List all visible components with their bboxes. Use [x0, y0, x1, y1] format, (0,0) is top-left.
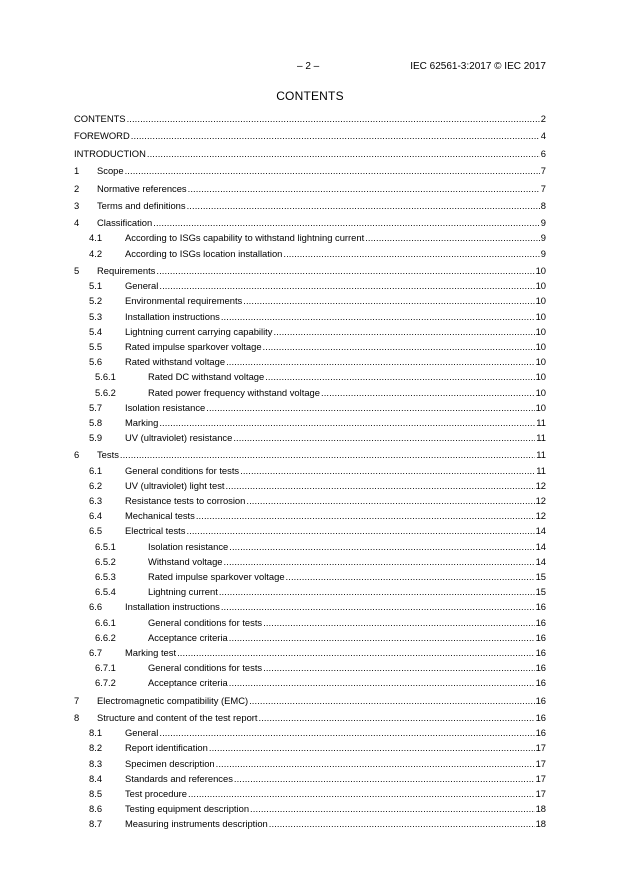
- toc-entry-page: 9: [540, 217, 546, 229]
- toc-entry-number: 6.6.2: [95, 631, 116, 643]
- toc-entry[interactable]: [74, 712, 546, 727]
- toc-entry[interactable]: [74, 586, 546, 601]
- toc-entry[interactable]: [74, 758, 546, 773]
- toc-entry-title: Marking: [125, 416, 159, 428]
- toc-entry-title: Rated withstand voltage: [125, 356, 226, 368]
- toc-entry-page: 11: [536, 449, 546, 461]
- toc-entry-page: 10: [535, 371, 546, 383]
- toc-entry-title: Rated impulse sparkover voltage: [125, 340, 262, 352]
- toc-entry[interactable]: [74, 788, 546, 803]
- toc-entry-number: 5.6.1: [95, 371, 116, 383]
- dot-leader: [265, 371, 534, 382]
- toc-entry-number: 5.2: [89, 295, 103, 307]
- toc-entry-title: Rated impulse sparkover voltage: [148, 570, 285, 582]
- toc-entry-page: 10: [535, 265, 546, 276]
- toc-entry-title: Normative references: [97, 182, 187, 194]
- dot-leader: [259, 712, 535, 723]
- toc-entry[interactable]: [74, 432, 546, 447]
- toc-entry-number: 6.4: [89, 510, 103, 522]
- dot-leader: [243, 295, 534, 306]
- dot-leader: [229, 541, 534, 552]
- toc-entry-number: 5: [74, 265, 80, 276]
- toc-entry-title: According to ISGs capability to withstand lightning current: [125, 232, 365, 244]
- toc-entry-title: General: [125, 727, 159, 739]
- toc-entry[interactable]: [74, 495, 546, 510]
- toc-entry-page: 8: [540, 199, 546, 211]
- toc-entry-title: UV (ultraviolet) light test: [125, 479, 225, 491]
- toc-entry[interactable]: [74, 183, 546, 198]
- toc-entry-number: 6.5.1: [95, 540, 116, 552]
- toc-entry-number: 6.5.4: [95, 586, 116, 598]
- toc-entry-title: Tests: [97, 449, 119, 461]
- toc-entry-page: 16: [535, 646, 546, 658]
- toc-entry-title: Installation instructions: [125, 310, 220, 322]
- toc-entry-title: General: [125, 280, 159, 292]
- toc-entry-page: 12: [535, 510, 546, 522]
- toc-entry-title: Isolation resistance: [125, 401, 206, 413]
- toc-entry[interactable]: [74, 326, 546, 341]
- toc-entry-title: INTRODUCTION: [74, 147, 146, 159]
- toc-entry-number: 5.6: [89, 356, 103, 368]
- toc-entry[interactable]: [74, 148, 546, 163]
- toc-entry-number: 8.6: [89, 803, 103, 815]
- toc-entry-page: 15: [535, 570, 546, 582]
- toc-entry-number: 6.3: [89, 495, 103, 506]
- toc-entry-page: 9: [540, 232, 546, 244]
- toc-entry-number: 3: [74, 199, 80, 211]
- toc-entry[interactable]: [74, 402, 546, 417]
- toc-entry-page: 12: [535, 495, 546, 506]
- toc-entry-number: 6.7.1: [95, 662, 116, 674]
- toc-entry-title: Test procedure: [125, 787, 188, 799]
- toc-entry-page: 16: [535, 712, 546, 723]
- toc-entry-title: General conditions for tests: [148, 662, 263, 674]
- toc-entry-title: Structure and content of the test report: [97, 712, 258, 723]
- toc-entry-page: 18: [535, 803, 546, 815]
- table-of-contents: [74, 113, 546, 834]
- toc-entry[interactable]: [74, 371, 546, 386]
- toc-entry[interactable]: [74, 217, 546, 232]
- toc-entry-title: Standards and references: [125, 772, 233, 784]
- toc-entry-page: 11: [536, 464, 546, 476]
- toc-entry-title: Rated power frequency withstand voltage: [148, 386, 320, 398]
- toc-entry-number: 8.1: [89, 727, 103, 739]
- toc-entry-page: 11: [536, 416, 546, 428]
- dot-leader: [120, 449, 535, 460]
- toc-entry-number: 6.2: [89, 479, 103, 491]
- toc-entry-page: 9: [540, 247, 546, 259]
- toc-entry[interactable]: [74, 465, 546, 480]
- toc-entry[interactable]: [74, 617, 546, 632]
- toc-entry-page: 4: [540, 130, 546, 142]
- toc-entry-page: 16: [535, 727, 546, 739]
- toc-entry-number: 8: [74, 712, 80, 723]
- toc-entry-title: Acceptance criteria: [148, 631, 228, 643]
- toc-entry[interactable]: [74, 265, 546, 280]
- page-number: – 2 –: [297, 61, 320, 72]
- toc-entry-title: According to ISGs location installation: [125, 247, 283, 259]
- toc-entry-number: 6.5.3: [95, 570, 116, 582]
- toc-entry-number: 4.2: [89, 247, 103, 259]
- toc-entry-title: Environmental requirements: [125, 295, 243, 307]
- toc-entry[interactable]: [74, 165, 546, 180]
- dot-leader: [159, 727, 534, 738]
- toc-entry-title: Resistance tests to corrosion: [125, 495, 246, 506]
- toc-entry-title: Mechanical tests: [125, 510, 195, 522]
- toc-entry-page: 10: [535, 310, 546, 322]
- toc-entry-number: 6.5: [89, 525, 103, 537]
- toc-entry-number: 6.6.1: [95, 616, 116, 628]
- dot-leader: [153, 217, 540, 228]
- toc-entry[interactable]: [74, 571, 546, 586]
- dot-leader: [159, 280, 534, 291]
- toc-entry[interactable]: [74, 232, 546, 247]
- toc-entry[interactable]: [74, 200, 546, 215]
- document-id: IEC 62561-3:2017 © IEC 2017: [410, 61, 546, 72]
- toc-entry[interactable]: [74, 818, 546, 833]
- toc-entry-title: Marking test: [125, 646, 177, 658]
- dot-leader: [196, 510, 535, 521]
- toc-entry[interactable]: [74, 525, 546, 540]
- toc-entry-title: Withstand voltage: [148, 555, 223, 567]
- toc-entry-title: Measuring instruments description: [125, 818, 268, 830]
- toc-entry[interactable]: [74, 677, 546, 692]
- toc-entry-number: 5.3: [89, 310, 103, 322]
- toc-entry[interactable]: [74, 556, 546, 571]
- dot-leader: [246, 495, 534, 506]
- dot-leader: [188, 788, 535, 799]
- dot-leader: [263, 341, 535, 352]
- toc-entry-number: 4: [74, 217, 80, 229]
- toc-entry[interactable]: [74, 541, 546, 556]
- toc-entry-number: 6.6: [89, 601, 103, 613]
- dot-leader: [226, 480, 535, 491]
- toc-entry-page: 10: [535, 386, 546, 398]
- dot-leader: [234, 773, 535, 784]
- toc-entry-title: Testing equipment description: [125, 803, 250, 815]
- toc-entry-title: Isolation resistance: [148, 540, 229, 552]
- toc-entry-title: Installation instructions: [125, 601, 220, 613]
- dot-leader: [224, 556, 535, 567]
- toc-entry[interactable]: [74, 248, 546, 263]
- toc-entry-page: 17: [535, 742, 546, 754]
- toc-entry-number: 6.7.2: [95, 677, 116, 689]
- toc-entry-title: Electromagnetic compatibility (EMC): [97, 694, 249, 706]
- toc-entry[interactable]: [74, 449, 546, 464]
- toc-entry[interactable]: [74, 695, 546, 710]
- dot-leader: [206, 402, 534, 413]
- dot-leader: [250, 803, 535, 814]
- toc-entry-page: 16: [535, 694, 546, 706]
- toc-entry-number: 7: [74, 694, 80, 706]
- dot-leader: [156, 265, 534, 276]
- dot-leader: [125, 165, 540, 176]
- toc-entry-number: 4.1: [89, 232, 103, 244]
- dot-leader: [147, 148, 540, 159]
- toc-entry[interactable]: [74, 803, 546, 818]
- toc-entry-page: 11: [536, 432, 546, 444]
- toc-entry[interactable]: [74, 601, 546, 616]
- toc-entry-number: 5.4: [89, 325, 103, 337]
- toc-entry[interactable]: [74, 295, 546, 310]
- toc-entry[interactable]: [74, 387, 546, 402]
- dot-leader: [221, 311, 535, 322]
- toc-entry[interactable]: [74, 356, 546, 371]
- toc-entry-number: 8.5: [89, 787, 103, 799]
- dot-leader: [229, 632, 535, 643]
- toc-entry-page: 12: [535, 479, 546, 491]
- toc-entry[interactable]: [74, 647, 546, 662]
- toc-entry-page: 17: [535, 787, 546, 799]
- toc-entry-number: 5.1: [89, 280, 103, 292]
- toc-entry[interactable]: [74, 662, 546, 677]
- toc-entry-title: UV (ultraviolet) resistance: [125, 432, 233, 444]
- toc-entry-title: Scope: [97, 165, 124, 177]
- dot-leader: [177, 647, 535, 658]
- toc-entry-number: 2: [74, 182, 80, 194]
- dot-leader: [127, 113, 540, 124]
- toc-entry-title: Requirements: [97, 265, 156, 276]
- toc-entry-page: 10: [535, 295, 546, 307]
- toc-entry-title: Rated DC withstand voltage: [148, 371, 265, 383]
- dot-leader: [188, 183, 540, 194]
- toc-entry-number: 5.7: [89, 401, 103, 413]
- toc-entry-number: 8.7: [89, 818, 103, 830]
- toc-entry-title: Specimen description: [125, 757, 215, 769]
- toc-entry-page: 10: [535, 280, 546, 292]
- toc-entry-title: Terms and definitions: [97, 199, 186, 211]
- toc-entry-page: 14: [535, 540, 546, 552]
- dot-leader: [365, 232, 540, 243]
- toc-entry-page: 14: [535, 555, 546, 567]
- dot-leader: [219, 586, 535, 597]
- toc-entry-page: 16: [535, 616, 546, 628]
- toc-entry-page: 16: [535, 631, 546, 643]
- toc-entry[interactable]: [74, 773, 546, 788]
- dot-leader: [226, 356, 534, 367]
- dot-leader: [216, 758, 535, 769]
- toc-entry-page: 10: [535, 401, 546, 413]
- dot-leader: [283, 248, 539, 259]
- dot-leader: [186, 525, 534, 536]
- toc-entry-number: 8.3: [89, 757, 103, 769]
- toc-entry-number: 5.9: [89, 432, 103, 444]
- toc-entry-number: 6.1: [89, 464, 103, 476]
- dot-leader: [159, 417, 535, 428]
- toc-entry-page: 18: [535, 818, 546, 830]
- dot-leader: [273, 326, 534, 337]
- toc-entry-number: 6.7: [89, 646, 103, 658]
- toc-entry[interactable]: [74, 480, 546, 495]
- toc-entry-title: CONTENTS: [74, 113, 126, 124]
- dot-leader: [240, 465, 535, 476]
- toc-entry-number: 6.5.2: [95, 555, 116, 567]
- dot-leader: [229, 677, 535, 688]
- toc-entry-page: 7: [540, 165, 546, 177]
- toc-entry-page: 10: [535, 325, 546, 337]
- toc-entry[interactable]: [74, 113, 546, 128]
- toc-entry-number: 6: [74, 449, 80, 461]
- dot-leader: [249, 695, 534, 706]
- toc-entry[interactable]: [74, 510, 546, 525]
- dot-leader: [321, 387, 535, 398]
- toc-entry-page: 16: [535, 662, 546, 674]
- toc-entry-page: 17: [535, 757, 546, 769]
- toc-entry-page: 16: [535, 677, 546, 689]
- dot-leader: [269, 818, 535, 829]
- toc-entry[interactable]: [74, 727, 546, 742]
- dot-leader: [131, 130, 540, 141]
- toc-entry-title: Lightning current: [148, 586, 218, 598]
- dot-leader: [233, 432, 535, 443]
- toc-entry-number: 5.8: [89, 416, 103, 428]
- toc-entry-page: 6: [540, 147, 546, 159]
- toc-entry-number: 1: [74, 165, 80, 177]
- toc-entry-page: 2: [540, 113, 546, 124]
- toc-entry-title: FOREWORD: [74, 130, 130, 142]
- dot-leader: [221, 601, 535, 612]
- toc-entry-number: 5.5: [89, 340, 103, 352]
- toc-entry[interactable]: [74, 632, 546, 647]
- toc-entry-number: 8.4: [89, 772, 103, 784]
- toc-entry[interactable]: [74, 341, 546, 356]
- toc-entry[interactable]: [74, 742, 546, 757]
- toc-entry-title: Acceptance criteria: [148, 677, 228, 689]
- toc-entry-page: 14: [535, 525, 546, 537]
- toc-entry-number: 8.2: [89, 742, 103, 754]
- toc-entry[interactable]: [74, 280, 546, 295]
- toc-entry-title: General conditions for tests: [125, 464, 240, 476]
- toc-entry-title: General conditions for tests: [148, 616, 263, 628]
- dot-leader: [263, 617, 534, 628]
- dot-leader: [187, 200, 540, 211]
- toc-entry-page: 17: [535, 772, 546, 784]
- toc-entry-number: 5.6.2: [95, 386, 116, 398]
- toc-entry[interactable]: [74, 311, 546, 326]
- toc-entry-title: Electrical tests: [125, 525, 186, 537]
- toc-entry[interactable]: [74, 417, 546, 432]
- dot-leader: [263, 662, 534, 673]
- toc-entry-page: 10: [535, 340, 546, 352]
- toc-entry-page: 16: [535, 601, 546, 613]
- dot-leader: [209, 742, 535, 753]
- toc-entry-title: Classification: [97, 217, 153, 229]
- page-title: CONTENTS: [276, 89, 344, 103]
- toc-entry-title: Lightning current carrying capability: [125, 325, 273, 337]
- dot-leader: [286, 571, 535, 582]
- toc-entry-title: Report identification: [125, 742, 208, 754]
- toc-entry[interactable]: [74, 130, 546, 145]
- toc-entry-page: 10: [535, 356, 546, 368]
- toc-entry-page: 7: [540, 182, 546, 194]
- toc-entry-page: 15: [535, 586, 546, 598]
